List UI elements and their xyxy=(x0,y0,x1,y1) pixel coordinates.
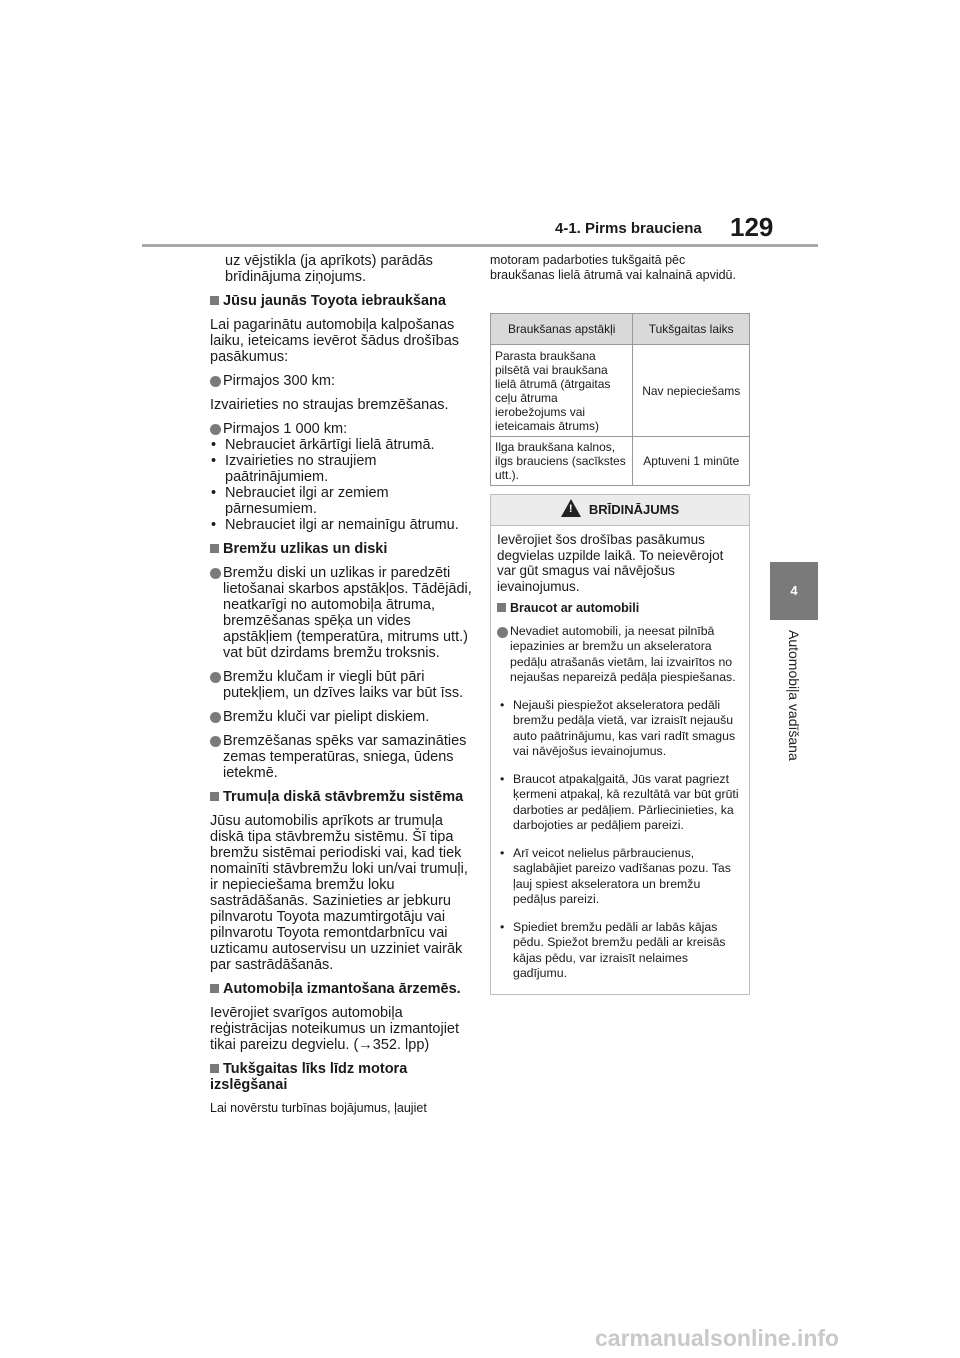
section-heading: Jūsu jaunās Toyota iebraukšana xyxy=(210,293,472,309)
watermark: carmanualsonline.info xyxy=(595,1325,840,1351)
section-heading: Automobiļa izmantošana ārzemēs. xyxy=(210,981,472,997)
list-item: • Nejauši piespiežot akseleratora pedāli bremžu pedāļa vietā, var izraisīt nejaušu auto paātrinājumu, kas vari radīt smagus vai nāvējošus ievainojumus. xyxy=(497,698,743,760)
list-item: Bremzēšanas spēks var samazināties zemas temperatūras, sniega, ūdens ietekmē. xyxy=(210,733,472,781)
list-item: • Nebrauciet ilgi ar nemainīgu ātrumu. xyxy=(210,517,472,533)
table-row xyxy=(491,345,750,437)
bullet-icon xyxy=(210,376,221,387)
page-number: 129 xyxy=(730,212,774,242)
table-header-row xyxy=(491,314,750,345)
list-item: • Nebrauciet ilgi ar zemiem pārnesumiem. xyxy=(210,485,472,517)
square-icon xyxy=(497,603,506,612)
list-item: Bremžu kluči var pielipt diskiem. xyxy=(210,709,472,725)
warning-body xyxy=(491,526,749,994)
paragraph: Izvairieties no straujas bremzēšanas. xyxy=(210,397,449,413)
section-heading: Braucot ar automobili xyxy=(497,601,743,617)
section-heading: Bremžu uzlikas un diski xyxy=(210,541,472,557)
paragraph: uz vējstikla (ja aprīkots) parādās brīdinājuma ziņojums. xyxy=(225,253,433,285)
list-item: Pirmajos 1 000 km: xyxy=(210,421,472,437)
paragraph: Lai pagarinātu automobiļa kalpošanas laiku, ieteicams ievērot šādus drošības pasākumus: xyxy=(210,317,460,365)
list-item: • Spiediet bremžu pedāli ar labās kājas pēdu. Spiežot bremžu pedāli ar kreisās kājas pēdu, var izraisīt nelaimes gadījumu. xyxy=(497,920,743,982)
bullet-icon xyxy=(210,568,221,579)
table-cell: Parasta braukšana pilsētā vai braukšana lielā ātrumā (ātrgaitas ceļu ātruma ierobežojums vai ieteicamais ātrums) xyxy=(491,345,633,437)
table-header: Braukšanas apstākļi xyxy=(491,314,633,345)
warning-lead: Ievērojiet šos drošības pasākumus degvielas uzpilde laikā. To neievērojot var gūt smagus vai nāvējošus ievainojumus. xyxy=(497,532,724,594)
bullet-icon xyxy=(210,712,221,723)
paragraph: Lai novērstu turbīnas bojājumus, ļaujiet xyxy=(210,1101,427,1115)
warning-box xyxy=(490,494,750,995)
square-icon xyxy=(210,544,219,553)
list-item: Bremžu klučam ir viegli būt pāri putekļiem, un dzīves laiks var būt īss. xyxy=(210,669,472,701)
left-column xyxy=(210,253,472,1123)
square-icon xyxy=(210,296,219,305)
warning-header: !BRĪDINĀJUMS xyxy=(491,495,749,526)
paragraph: Jūsu automobilis aprīkots ar trumuļa diskā tipa stāvbremžu sistēmu. Šī tipa bremžu sistēmai periodiski vai, kad tiek nomainīti stāvbremžu loki un/vai trumuļi, ir nepieciešama bremžu loku sastrādāšanās. Sazinieties ar jebkuru pilnvarotu Toyota mazumtirgotāju vai pilnvarotu Toyota remontdarbnīcu vai uzticamu autoservisu un uzziniet vairāk par sastrādāšanās. xyxy=(210,813,468,973)
list-item: • Arī veicot nelielus pārbraucienus, saglabājiet pareizo vadīšanas pozu. Tas ļauj spiest akseleratora un bremžu pedāļus pareizi. xyxy=(497,846,743,908)
table-cell: Nav nepieciešams xyxy=(633,345,750,437)
table-cell: Aptuveni 1 minūte xyxy=(633,437,750,486)
list-item: • Braucot atpakaļgaitā, Jūs varat pagriezt ķermeni atpakaļ, kā rezultātā var būt grūti darboties ar pedāļiem. Pārliecinieties, ka darbojoties ar pedāļiem pareizi. xyxy=(497,772,743,834)
table-header: Tukšgaitas laiks xyxy=(633,314,750,345)
chapter-tab: 4 xyxy=(770,562,818,620)
square-icon xyxy=(210,1064,219,1073)
list-item: Pirmajos 300 km: xyxy=(210,373,472,389)
section-title: 4-1. Pirms brauciena xyxy=(555,220,702,237)
table-cell: Ilga braukšana kalnos, ilgs brauciens (sacīkstes utt.). xyxy=(491,437,633,486)
idle-time-table xyxy=(490,313,750,486)
bullet-icon xyxy=(210,672,221,683)
warning-icon xyxy=(561,499,581,517)
table-row xyxy=(491,437,750,486)
sub-list xyxy=(210,437,472,533)
square-icon xyxy=(210,792,219,801)
section-heading: Trumuļa diskā stāvbremžu sistēma xyxy=(210,789,472,805)
paragraph: Ievērojiet svarīgos automobiļa reģistrācijas noteikumus un izmantojiet tikai pareizu degvielu. (→352. lpp) xyxy=(210,1005,460,1053)
bullet-icon xyxy=(210,424,221,435)
chapter-side-title: Automobiļa vadīšana xyxy=(786,630,802,761)
list-item: Nevadiet automobili, ja neesat pilnībā iepazinies ar bremžu un akseleratora pedāļu atrašanās vietām, lai izvairītos no nejaušas nepareizā pedāļa piespiešanas. xyxy=(497,624,743,686)
right-column xyxy=(490,253,752,283)
list-item: • Izvairieties no straujiem paātrinājumiem. xyxy=(210,453,472,485)
header-rule xyxy=(142,244,818,247)
list-item: • Nebrauciet ārkārtīgi lielā ātrumā. xyxy=(210,437,472,453)
bullet-icon xyxy=(497,627,508,638)
list-item: Bremžu diski un uzlikas ir paredzēti lietošanai skarbos apstākļos. Tādējādi, neatkarīgi no automobiļa ātruma, bremzēšanas spēķa un vides apstākļiem (temperatūra, mitrums utt.) vat būt dzirdams bremžu troksnis. xyxy=(210,565,472,661)
paragraph: motoram padarboties tukšgaitā pēc braukšanas lielā ātrumā vai kalnainā apvidū. xyxy=(490,253,736,282)
section-heading: Tukšgaitas līks līdz motora izslēgšanai xyxy=(210,1061,408,1093)
bullet-icon xyxy=(210,736,221,747)
square-icon xyxy=(210,984,219,993)
